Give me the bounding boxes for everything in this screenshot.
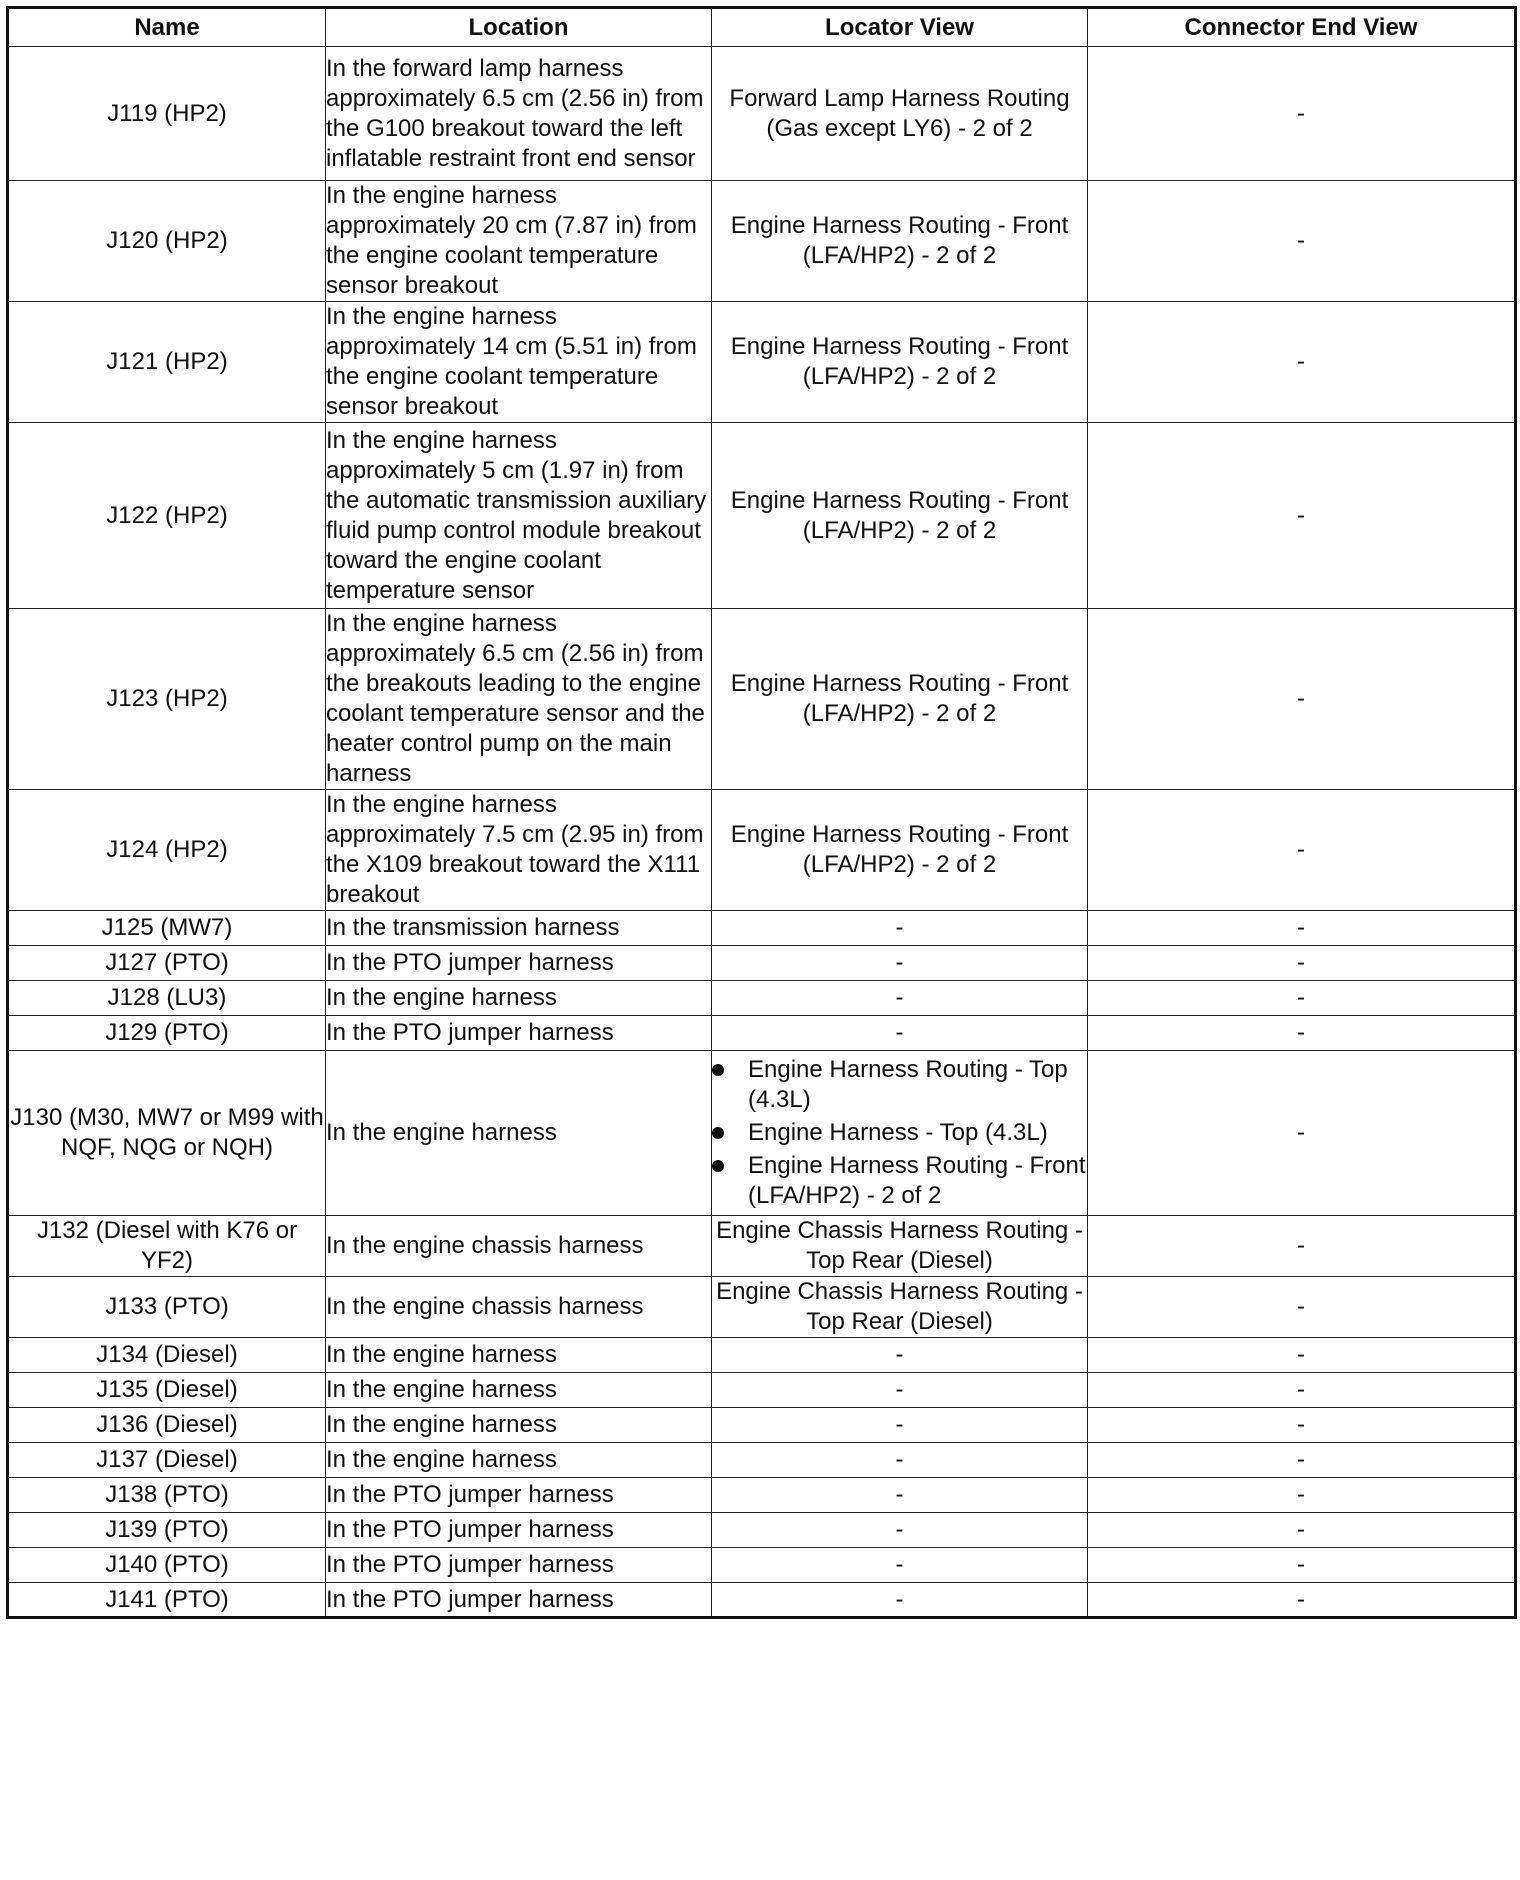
cell-name: J124 (HP2) (8, 790, 326, 911)
cell-name: J132 (Diesel with K76 or YF2) (8, 1216, 326, 1277)
header-row (8, 8, 1516, 47)
table-row (8, 1338, 1516, 1373)
cell-locator-view: - (712, 946, 1088, 981)
table-row (8, 981, 1516, 1016)
cell-connector-end-view: - (1088, 423, 1516, 609)
cell-name: J139 (PTO) (8, 1513, 326, 1548)
connector-table (6, 6, 1517, 1619)
cell-name: J135 (Diesel) (8, 1373, 326, 1408)
table-row (8, 609, 1516, 790)
table-row (8, 1216, 1516, 1277)
cell-name: J141 (PTO) (8, 1583, 326, 1618)
table-row (8, 946, 1516, 981)
table-row (8, 1016, 1516, 1051)
cell-connector-end-view: - (1088, 1408, 1516, 1443)
cell-connector-end-view: - (1088, 790, 1516, 911)
locator-bullet-item: Engine Harness Routing - Top (4.3L) (712, 1055, 1087, 1115)
table-row (8, 1583, 1516, 1618)
header-locator-view: Locator View (712, 8, 1088, 47)
cell-locator-view: Engine Chassis Harness Routing - Top Rear (Diesel) (712, 1216, 1088, 1277)
cell-locator-view: - (712, 981, 1088, 1016)
cell-connector-end-view: - (1088, 609, 1516, 790)
table-row (8, 1478, 1516, 1513)
locator-bullet-list (712, 1055, 1087, 1211)
cell-name: J128 (LU3) (8, 981, 326, 1016)
cell-connector-end-view: - (1088, 181, 1516, 302)
cell-name: J130 (M30, MW7 or M99 with NQF, NQG or NQH) (8, 1051, 326, 1216)
cell-connector-end-view: - (1088, 1548, 1516, 1583)
table-row (8, 1548, 1516, 1583)
cell-location: In the PTO jumper harness (326, 1548, 712, 1583)
cell-name: J120 (HP2) (8, 181, 326, 302)
cell-locator-view: Engine Harness Routing - Front (LFA/HP2) - 2 of 2 (712, 790, 1088, 911)
cell-location: In the PTO jumper harness (326, 1513, 712, 1548)
locator-bullet-item: Engine Harness Routing - Front (LFA/HP2) - 2 of 2 (712, 1151, 1087, 1211)
cell-connector-end-view: - (1088, 946, 1516, 981)
table-row (8, 1408, 1516, 1443)
cell-locator-view: - (712, 1016, 1088, 1051)
cell-name: J119 (HP2) (8, 47, 326, 181)
cell-connector-end-view: - (1088, 1051, 1516, 1216)
cell-location: In the PTO jumper harness (326, 1583, 712, 1618)
table-row (8, 1051, 1516, 1216)
cell-locator-view: - (712, 1443, 1088, 1478)
table-row (8, 1443, 1516, 1478)
cell-location: In the PTO jumper harness (326, 1016, 712, 1051)
cell-locator-view: - (712, 1373, 1088, 1408)
cell-connector-end-view: - (1088, 1016, 1516, 1051)
cell-locator-view: - (712, 1583, 1088, 1618)
cell-name: J140 (PTO) (8, 1548, 326, 1583)
cell-connector-end-view: - (1088, 1478, 1516, 1513)
cell-locator-view: - (712, 911, 1088, 946)
cell-location: In the engine harness (326, 1051, 712, 1216)
header-connector-end-view: Connector End View (1088, 8, 1516, 47)
cell-location: In the engine harness approximately 5 cm (1.97 in) from the automatic transmission auxiliary fluid pump control module breakout toward the engine coolant temperature sensor (326, 423, 712, 609)
cell-connector-end-view: - (1088, 1338, 1516, 1373)
cell-name: J136 (Diesel) (8, 1408, 326, 1443)
cell-location: In the engine chassis harness (326, 1216, 712, 1277)
cell-connector-end-view: - (1088, 981, 1516, 1016)
locator-bullet-item: Engine Harness - Top (4.3L) (712, 1118, 1087, 1148)
cell-connector-end-view: - (1088, 1443, 1516, 1478)
cell-locator-view: - (712, 1478, 1088, 1513)
cell-connector-end-view: - (1088, 1373, 1516, 1408)
table-row (8, 181, 1516, 302)
table-row (8, 911, 1516, 946)
cell-connector-end-view: - (1088, 1216, 1516, 1277)
cell-name: J138 (PTO) (8, 1478, 326, 1513)
cell-name: J127 (PTO) (8, 946, 326, 981)
cell-name: J125 (MW7) (8, 911, 326, 946)
cell-locator-view: Engine Chassis Harness Routing - Top Rear (Diesel) (712, 1277, 1088, 1338)
cell-name: J129 (PTO) (8, 1016, 326, 1051)
cell-locator-view: - (712, 1513, 1088, 1548)
table-row (8, 790, 1516, 911)
cell-location: In the engine harness (326, 1408, 712, 1443)
cell-location: In the engine harness approximately 7.5 cm (2.95 in) from the X109 breakout toward the X111 breakout (326, 790, 712, 911)
cell-location: In the PTO jumper harness (326, 1478, 712, 1513)
cell-name: J133 (PTO) (8, 1277, 326, 1338)
cell-location: In the engine harness approximately 20 cm (7.87 in) from the engine coolant temperature sensor breakout (326, 181, 712, 302)
cell-locator-view: Engine Harness Routing - Front (LFA/HP2) - 2 of 2 (712, 423, 1088, 609)
cell-connector-end-view: - (1088, 1583, 1516, 1618)
cell-name: J121 (HP2) (8, 302, 326, 423)
table-row (8, 1373, 1516, 1408)
table-row (8, 302, 1516, 423)
cell-name: J122 (HP2) (8, 423, 326, 609)
cell-locator-view: Forward Lamp Harness Routing (Gas except LY6) - 2 of 2 (712, 47, 1088, 181)
header-name: Name (8, 8, 326, 47)
cell-location: In the engine harness approximately 6.5 cm (2.56 in) from the breakouts leading to the engine coolant temperature sensor and the heater control pump on the main harness (326, 609, 712, 790)
cell-location: In the engine harness (326, 1443, 712, 1478)
cell-locator-view: - (712, 1408, 1088, 1443)
cell-locator-view: Engine Harness Routing - Front (LFA/HP2) - 2 of 2 (712, 609, 1088, 790)
cell-name: J123 (HP2) (8, 609, 326, 790)
cell-location: In the PTO jumper harness (326, 946, 712, 981)
cell-connector-end-view: - (1088, 911, 1516, 946)
cell-name: J134 (Diesel) (8, 1338, 326, 1373)
cell-locator-view-list (712, 1051, 1088, 1216)
table-row (8, 1277, 1516, 1338)
table-row (8, 47, 1516, 181)
cell-location: In the engine harness (326, 1338, 712, 1373)
cell-location: In the engine harness approximately 14 cm (5.51 in) from the engine coolant temperature sensor breakout (326, 302, 712, 423)
cell-locator-view: Engine Harness Routing - Front (LFA/HP2) - 2 of 2 (712, 302, 1088, 423)
cell-locator-view: - (712, 1548, 1088, 1583)
cell-connector-end-view: - (1088, 1277, 1516, 1338)
cell-location: In the forward lamp harness approximately 6.5 cm (2.56 in) from the G100 breakout toward the left inflatable restraint front end sensor (326, 47, 712, 181)
cell-connector-end-view: - (1088, 302, 1516, 423)
table-body (8, 47, 1516, 1618)
header-location: Location (326, 8, 712, 47)
table-row (8, 1513, 1516, 1548)
cell-location: In the engine harness (326, 981, 712, 1016)
cell-location: In the engine harness (326, 1373, 712, 1408)
cell-connector-end-view: - (1088, 47, 1516, 181)
cell-connector-end-view: - (1088, 1513, 1516, 1548)
cell-locator-view: - (712, 1338, 1088, 1373)
table-row (8, 423, 1516, 609)
cell-locator-view: Engine Harness Routing - Front (LFA/HP2) - 2 of 2 (712, 181, 1088, 302)
cell-location: In the engine chassis harness (326, 1277, 712, 1338)
cell-location: In the transmission harness (326, 911, 712, 946)
cell-name: J137 (Diesel) (8, 1443, 326, 1478)
